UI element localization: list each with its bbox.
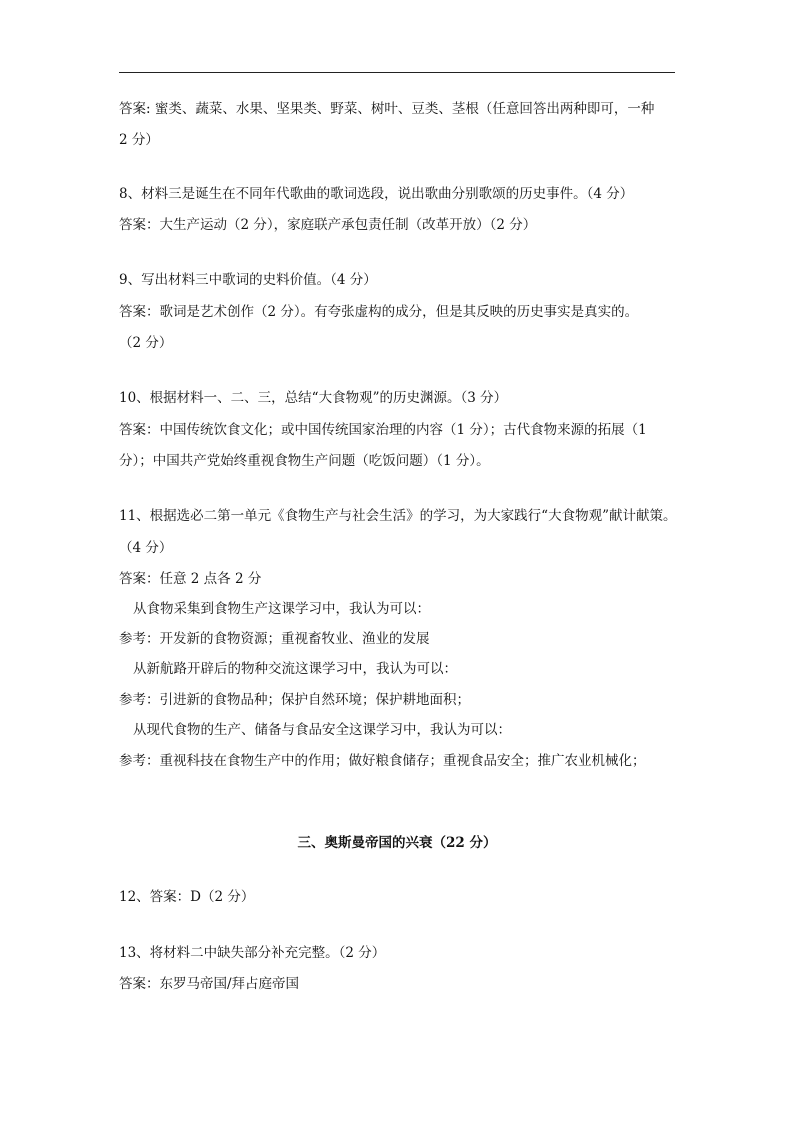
header-rule	[119, 72, 675, 73]
answer-10: 答案：中国传统饮食文化；或中国传统国家治理的内容（1 分）；古代食物来源的拓展（1	[119, 422, 647, 438]
answer-10-cont: 分）；中国共产党始终重视食物生产问题（吃饭问题）（1 分）。	[119, 453, 490, 469]
lesson-1: 从食物采集到食物生产这课学习中，我认为可以：	[133, 601, 430, 617]
question-11-cont: （4 分）	[119, 540, 173, 556]
answer-8: 答案：大生产运动（2 分），家庭联产承包责任制（改革开放）（2 分）	[119, 217, 537, 233]
lesson-2: 从新航路开辟后的物种交流这课学习中，我认为可以：	[133, 661, 457, 677]
question-12: 12、答案：D（2 分）	[119, 889, 255, 905]
answer-line-cont: 2 分）	[119, 132, 159, 148]
question-9: 9、写出材料三中歌词的史料价值。（4 分）	[119, 272, 377, 288]
reference-1: 参考：开发新的食物资源；重视畜牧业、渔业的发展	[119, 631, 430, 647]
question-8: 8、材料三是诞生在不同年代歌曲的歌词选段，说出歌曲分别歌颂的历史事件。（4 分）	[119, 186, 634, 202]
reference-3: 参考：重视科技在食物生产中的作用；做好粮食储存；重视食品安全；推广农业机械化；	[119, 753, 646, 769]
section-heading: 三、奥斯曼帝国的兴衰（22 分）	[297, 835, 497, 851]
question-13: 13、将材料二中缺失部分补充完整。（2 分）	[119, 945, 386, 961]
reference-2: 参考：引进新的食物品种；保护自然环境；保护耕地面积；	[119, 692, 470, 708]
answer-11: 答案：任意 2 点各 2 分	[119, 571, 262, 587]
answer-line: 答案: 蜜类、蔬菜、水果、坚果类、野菜、树叶、豆类、茎根（任意回答出两种即可，一种	[119, 101, 655, 117]
question-10: 10、根据材料一、二、三，总结“大食物观”的历史渊源。（3 分）	[119, 390, 508, 406]
question-11: 11、根据选必二第一单元《食物生产与社会生活》的学习，为大家践行“大食物观”献计献策。	[119, 508, 677, 524]
answer-9-cont: （2 分）	[119, 335, 173, 351]
lesson-3: 从现代食物的生产、储备与食品安全这课学习中，我认为可以：	[133, 722, 511, 738]
answer-9: 答案：歌词是艺术创作（2 分）。有夸张虚构的成分，但是其反映的历史事实是真实的。	[119, 304, 639, 320]
answer-13: 答案：东罗马帝国/拜占庭帝国	[119, 976, 300, 992]
